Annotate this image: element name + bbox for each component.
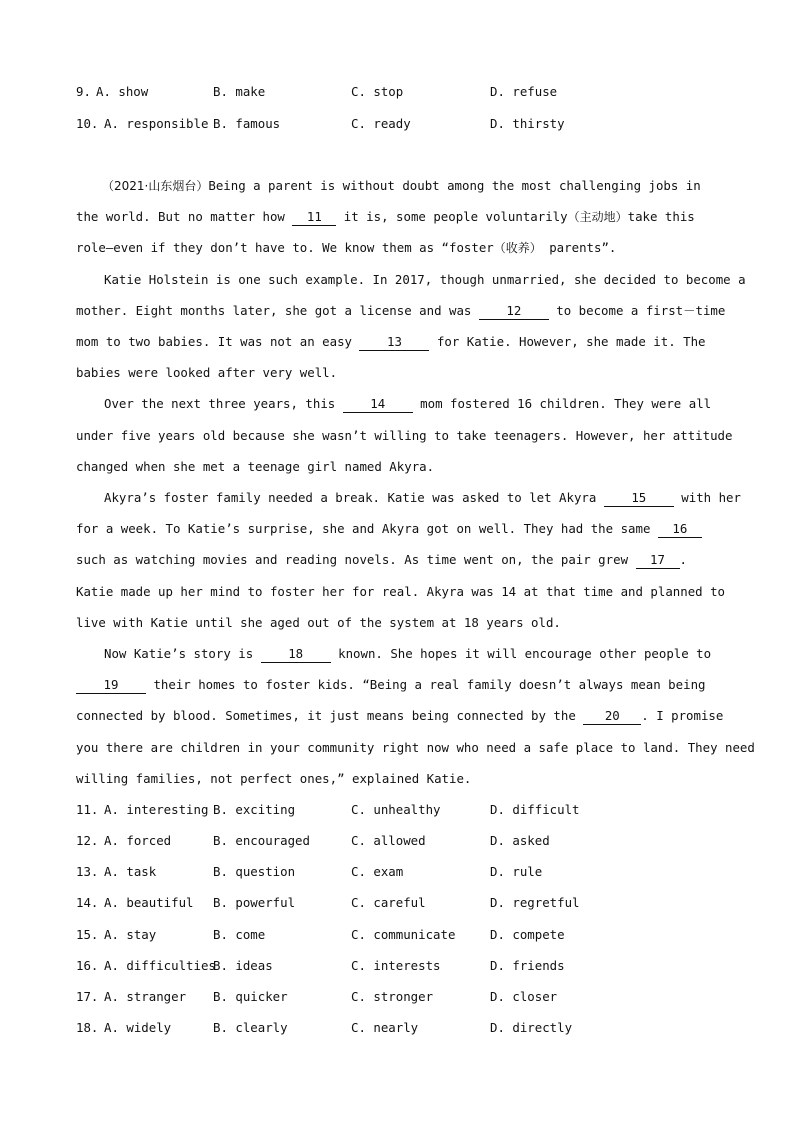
passage-text: it is, some people voluntarily bbox=[336, 209, 568, 224]
option-b: B. clearly bbox=[213, 1020, 288, 1035]
passage-text: Being a parent is without doubt among the most challenging jobs in bbox=[208, 178, 701, 193]
passage-line bbox=[76, 705, 723, 727]
passage-text: the world. But no matter how bbox=[76, 209, 293, 224]
blank-17: 17 bbox=[636, 552, 680, 569]
question-number: 18. bbox=[76, 1020, 99, 1035]
option-d: D. compete bbox=[490, 927, 565, 942]
passage-line bbox=[76, 612, 561, 634]
blank-15: 15 bbox=[604, 490, 674, 507]
passage-source: （2021·山东烟台） bbox=[102, 179, 209, 193]
question-number: 15. bbox=[76, 927, 99, 942]
blank-14: 14 bbox=[343, 396, 413, 413]
option-a: A. interesting bbox=[104, 802, 209, 817]
option-d: D. thirsty bbox=[490, 116, 565, 131]
option-c: C. unhealthy bbox=[351, 802, 441, 817]
question-number: 9. bbox=[76, 84, 91, 99]
passage-line bbox=[76, 362, 337, 384]
passage-text: role—even if they don’t have to. We know them as “foster bbox=[76, 240, 494, 255]
passage-text: changed when she met a teenage girl named Akyra. bbox=[76, 459, 435, 474]
passage-text: live with Katie until she aged out of the system at 18 years old. bbox=[76, 615, 561, 630]
passage-text: Over the next three years, this bbox=[104, 396, 343, 411]
passage-text: for Katie. However, she made it. The bbox=[429, 334, 706, 349]
option-a: A. responsible bbox=[104, 116, 209, 131]
passage-line bbox=[104, 643, 711, 665]
passage-line bbox=[76, 425, 732, 447]
passage-line bbox=[76, 549, 687, 571]
option-c: C. careful bbox=[351, 895, 426, 910]
passage-line bbox=[76, 581, 725, 603]
option-b: B. ideas bbox=[213, 958, 273, 973]
option-c: C. exam bbox=[351, 864, 404, 879]
blank-19: 19 bbox=[76, 677, 146, 694]
option-c: C. communicate bbox=[351, 927, 456, 942]
blank-12: 12 bbox=[479, 303, 549, 320]
passage-text: willing families, not perfect ones,” explained Katie. bbox=[76, 771, 472, 786]
passage-text: Katie Holstein is one such example. In 2017, though unmarried, she decided to become a bbox=[104, 272, 746, 287]
blank-20: 20 bbox=[583, 708, 641, 725]
passage-text: Akyra’s foster family needed a break. Katie was asked to let Akyra bbox=[104, 490, 604, 505]
option-d: D. difficult bbox=[490, 802, 580, 817]
option-d: D. rule bbox=[490, 864, 543, 879]
blank-11: 11 bbox=[292, 209, 336, 226]
question-number: 14. bbox=[76, 895, 99, 910]
passage-text: Now Katie’s story is bbox=[104, 646, 261, 661]
option-a: A. beautiful bbox=[104, 895, 194, 910]
option-b: B. question bbox=[213, 864, 296, 879]
passage-text: parents”. bbox=[541, 240, 617, 255]
option-a: A. widely bbox=[104, 1020, 172, 1035]
passage-line bbox=[104, 393, 711, 415]
passage-line bbox=[102, 175, 701, 197]
option-c: C. stop bbox=[351, 84, 404, 99]
option-a: A. stay bbox=[104, 927, 157, 942]
option-d: D. refuse bbox=[490, 84, 558, 99]
passage-line bbox=[76, 331, 706, 353]
passage-text: mom to two babies. It was not an easy bbox=[76, 334, 360, 349]
option-a: A. task bbox=[104, 864, 157, 879]
option-b: B. encouraged bbox=[213, 833, 310, 848]
passage-line bbox=[76, 737, 755, 759]
passage-text: . I promise bbox=[641, 708, 724, 723]
option-b: B. powerful bbox=[213, 895, 296, 910]
passage-text: such as watching movies and reading novels. As time went on, the pair grew bbox=[76, 552, 636, 567]
option-d: D. regretful bbox=[490, 895, 580, 910]
passage-text: babies were looked after very well. bbox=[76, 365, 338, 380]
passage-line bbox=[76, 768, 471, 790]
passage-line bbox=[76, 518, 702, 540]
option-c: C. allowed bbox=[351, 833, 426, 848]
passage-text: known. She hopes it will encourage other people to bbox=[330, 646, 712, 661]
passage-text: . bbox=[679, 552, 687, 567]
passage-text: you there are children in your community right now who need a safe place to land. They need bbox=[76, 740, 755, 755]
passage-line bbox=[76, 237, 616, 259]
passage-line bbox=[76, 206, 695, 228]
passage-line bbox=[76, 456, 434, 478]
question-number: 13. bbox=[76, 864, 99, 879]
passage-line bbox=[104, 269, 746, 291]
option-a: A. stranger bbox=[104, 989, 187, 1004]
passage-text: with her bbox=[673, 490, 741, 505]
option-b: B. exciting bbox=[213, 802, 296, 817]
passage-text: their homes to foster kids. “Being a real family doesn’t always mean being bbox=[146, 677, 706, 692]
question-number: 12. bbox=[76, 833, 99, 848]
option-b: B. quicker bbox=[213, 989, 288, 1004]
passage-text: Katie made up her mind to foster her for real. Akyra was 14 at that time and planned to bbox=[76, 584, 726, 599]
blank-16: 16 bbox=[658, 521, 702, 538]
option-c: C. nearly bbox=[351, 1020, 419, 1035]
option-c: C. ready bbox=[351, 116, 411, 131]
passage-text: under five years old because she wasn’t willing to take teenagers. However, her attitude bbox=[76, 428, 733, 443]
option-d: D. directly bbox=[490, 1020, 573, 1035]
passage-line bbox=[76, 300, 725, 322]
passage-text: for a week. To Katie’s surprise, she and Akyra got on well. They had the same bbox=[76, 521, 658, 536]
option-b: B. make bbox=[213, 84, 266, 99]
passage-line bbox=[76, 674, 706, 696]
option-d: D. closer bbox=[490, 989, 558, 1004]
option-a: A. forced bbox=[104, 833, 172, 848]
passage-text: mother. Eight months later, she got a license and was bbox=[76, 303, 479, 318]
chinese-gloss: （收养） bbox=[493, 241, 542, 255]
option-b: B. famous bbox=[213, 116, 281, 131]
question-number: 11. bbox=[76, 802, 99, 817]
option-d: D. friends bbox=[490, 958, 565, 973]
chinese-gloss: （主动地） bbox=[567, 210, 628, 224]
question-number: 16. bbox=[76, 958, 99, 973]
blank-13: 13 bbox=[359, 334, 429, 351]
blank-18: 18 bbox=[261, 646, 331, 663]
option-a: A. show bbox=[96, 84, 149, 99]
option-a: A. difficulties bbox=[104, 958, 216, 973]
passage-line bbox=[104, 487, 741, 509]
option-d: D. asked bbox=[490, 833, 550, 848]
option-c: C. stronger bbox=[351, 989, 434, 1004]
option-c: C. interests bbox=[351, 958, 441, 973]
passage-text: connected by blood. Sometimes, it just means being connected by the bbox=[76, 708, 584, 723]
passage-text: take this bbox=[627, 209, 695, 224]
passage-text: mom fostered 16 children. They were all bbox=[412, 396, 712, 411]
passage-text: to become a first－time bbox=[548, 303, 726, 318]
question-number: 17. bbox=[76, 989, 99, 1004]
question-number: 10. bbox=[76, 116, 99, 131]
option-b: B. come bbox=[213, 927, 266, 942]
